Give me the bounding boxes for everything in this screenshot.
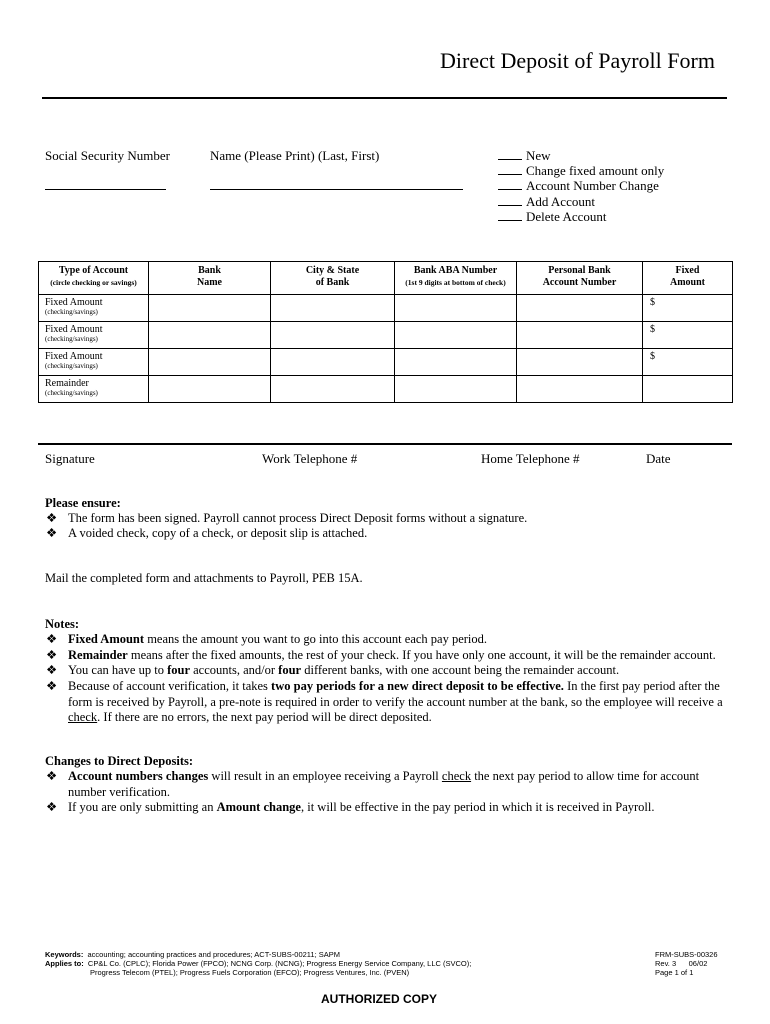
mail-instructions: Mail the completed form and attachments to Payroll, PEB 15A. <box>45 571 363 585</box>
account-number-cell[interactable] <box>517 376 643 403</box>
city-state-cell[interactable] <box>271 322 395 349</box>
col-bank-name: Bank Name <box>149 262 271 295</box>
title-rule <box>42 97 727 99</box>
aba-number-cell[interactable] <box>395 349 517 376</box>
ssn-label: Social Security Number <box>45 148 170 163</box>
note-item: Because of account verification, it takes two pay periods for a new direct deposit to be effective. In the first pay period after the form is received by Payroll, a pre-note is required in order to verify the account number at the bank, so the employee will receive a check. If there are no errors, the next pay period will be direct deposited. <box>68 679 723 724</box>
bank-name-cell[interactable] <box>149 349 271 376</box>
note-item: You can have up to four accounts, and/or four different banks, with one account being the remainder account. <box>68 663 620 677</box>
note-item: Fixed Amount means the amount you want to go into this account each pay period. <box>68 632 488 646</box>
ensure-item: The form has been signed. Payroll cannot process Direct Deposit forms without a signature. <box>68 511 528 525</box>
signature-line[interactable] <box>38 443 732 445</box>
revision: Rev. 3 06/02 <box>655 959 708 968</box>
deposit-options <box>498 148 664 224</box>
changes-heading: Changes to Direct Deposits: <box>45 754 194 768</box>
diamond-bullet-icon: ❖ <box>46 632 58 646</box>
fixed-amount-cell[interactable]: $ <box>643 349 733 376</box>
diamond-bullet-icon: ❖ <box>46 648 58 662</box>
option-blank[interactable] <box>498 178 522 190</box>
name-field[interactable] <box>210 189 463 190</box>
name-label: Name (Please Print) (Last, First) <box>210 148 380 163</box>
col-type-of-account: Type of Account (circle checking or savings) <box>39 262 149 295</box>
diamond-bullet-icon: ❖ <box>46 526 58 540</box>
fixed-amount-cell[interactable]: $ <box>643 322 733 349</box>
account-type-cell: Remainder (checking/savings) <box>39 376 149 403</box>
change-item: Account numbers changes will result in an employee receiving a Payroll check the next pay period to allow time for account number verification. <box>68 769 700 799</box>
signature-label: Signature <box>45 451 95 466</box>
account-type-cell: Fixed Amount (checking/savings) <box>39 349 149 376</box>
ensure-heading: Please ensure: <box>45 496 121 510</box>
diamond-bullet-icon: ❖ <box>46 800 58 814</box>
option-blank[interactable] <box>498 194 522 206</box>
bank-name-cell[interactable] <box>149 376 271 403</box>
fixed-amount-cell[interactable]: $ <box>643 295 733 322</box>
diamond-bullet-icon: ❖ <box>46 511 58 525</box>
city-state-cell[interactable] <box>271 376 395 403</box>
option-blank[interactable] <box>498 209 522 221</box>
account-table <box>38 261 733 403</box>
city-state-cell[interactable] <box>271 349 395 376</box>
option-blank[interactable] <box>498 148 522 160</box>
table-row <box>39 322 733 349</box>
bank-name-cell[interactable] <box>149 295 271 322</box>
diamond-bullet-icon: ❖ <box>46 679 58 693</box>
form-id: FRM-SUBS-00326 <box>655 950 718 959</box>
col-city-state: City & State of Bank <box>271 262 395 295</box>
option-add-account[interactable]: Add Account <box>498 194 664 209</box>
option-change-fixed[interactable]: Change fixed amount only <box>498 163 664 178</box>
note-item: Remainder means after the fixed amounts, the rest of your check. If you have only one account, it will be the remainder account. <box>68 648 716 662</box>
authorized-copy-label: AUTHORIZED COPY <box>321 992 438 1006</box>
footer-applies-cont: Progress Telecom (PTEL); Progress Fuels Corporation (EFCO); Progress Ventures, Inc. (PVEN) <box>90 968 410 977</box>
page-title: Direct Deposit of Payroll Form <box>440 48 715 73</box>
account-type-cell: Fixed Amount (checking/savings) <box>39 295 149 322</box>
account-number-cell[interactable] <box>517 349 643 376</box>
table-row <box>39 349 733 376</box>
table-row <box>39 295 733 322</box>
date-label: Date <box>646 451 671 466</box>
notes-heading: Notes: <box>45 617 80 631</box>
table-header-row <box>39 262 733 295</box>
col-aba-number: Bank ABA Number (1st 9 digits at bottom of check) <box>395 262 517 295</box>
option-new[interactable]: New <box>498 148 664 163</box>
footer-applies: Applies to: CP&L Co. (CPLC); Florida Power (FPCO); NCNG Corp. (NCNG); Progress Energy Service Company, LLC (SVCO); <box>45 959 472 968</box>
footer-keywords: Keywords: accounting; accounting practices and procedures; ACT-SUBS-00211; SAPM <box>45 950 341 959</box>
city-state-cell[interactable] <box>271 295 395 322</box>
aba-number-cell[interactable] <box>395 322 517 349</box>
work-phone-label: Work Telephone # <box>262 451 358 466</box>
bank-name-cell[interactable] <box>149 322 271 349</box>
option-delete-account[interactable]: Delete Account <box>498 209 664 224</box>
option-blank[interactable] <box>498 163 522 175</box>
col-account-number: Personal Bank Account Number <box>517 262 643 295</box>
account-type-cell: Fixed Amount (checking/savings) <box>39 322 149 349</box>
account-number-cell[interactable] <box>517 322 643 349</box>
change-item: If you are only submitting an Amount change, it will be effective in the pay period in which it is received in Payroll. <box>68 800 655 814</box>
diamond-bullet-icon: ❖ <box>46 769 58 783</box>
ssn-field[interactable] <box>45 189 166 190</box>
col-fixed-amount: Fixed Amount <box>643 262 733 295</box>
aba-number-cell[interactable] <box>395 376 517 403</box>
diamond-bullet-icon: ❖ <box>46 663 58 677</box>
account-number-cell[interactable] <box>517 295 643 322</box>
option-account-number-change[interactable]: Account Number Change <box>498 178 664 193</box>
home-phone-label: Home Telephone # <box>481 451 580 466</box>
aba-number-cell[interactable] <box>395 295 517 322</box>
page-number: Page 1 of 1 <box>655 968 694 977</box>
fixed-amount-cell[interactable] <box>643 376 733 403</box>
table-row <box>39 376 733 403</box>
ensure-item: A voided check, copy of a check, or deposit slip is attached. <box>68 526 368 540</box>
